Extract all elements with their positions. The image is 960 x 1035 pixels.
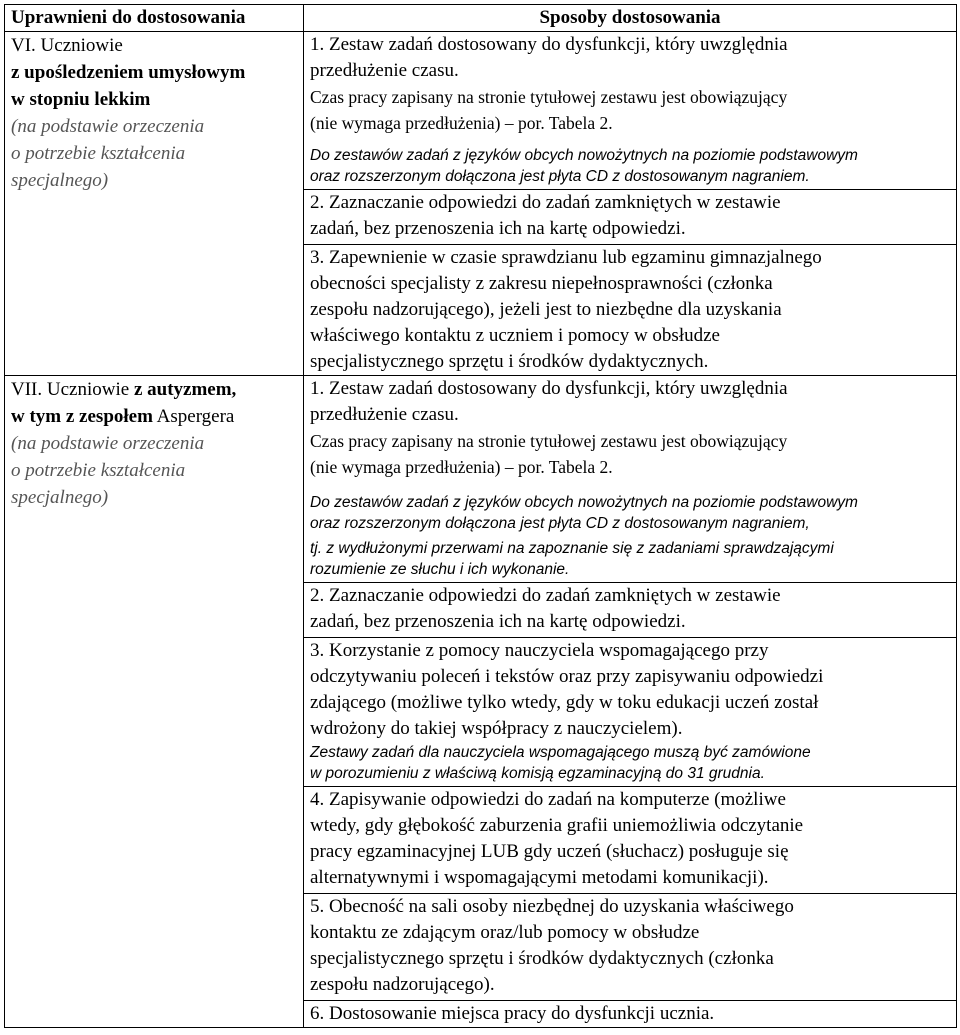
vii-item-6-line: 6. Dostosowanie miejsca pracy do dysfunkcji ucznia. [310, 1003, 715, 1024]
vi-item-1-note: oraz rozszerzonym dołączona jest płyta CD z dostosowanym nagraniem. [310, 168, 810, 185]
vii-item-2-line: zadań, bez przenoszenia ich na kartę odpowiedzi. [310, 611, 686, 632]
vi-item-1 [310, 32, 950, 187]
vii-item-1-note: tj. z wydłużonymi przerwami na zapoznanie się z zadaniami sprawdzającymi [310, 540, 834, 557]
group-vi-note-2: o potrzebie kształcenia [11, 143, 186, 164]
vii-item-1 [310, 376, 950, 580]
vii-item-3-note: w porozumieniu z właściwą komisją egzaminacyjną do 31 grudnia. [310, 765, 765, 782]
vi-item-1-line: przedłużenie czasu. [310, 60, 459, 81]
vii-item-5-line: 5. Obecność na sali osoby niezbędnej do uzyskania właściwego [310, 896, 794, 917]
group-vii-note-3: specjalnego) [11, 487, 109, 508]
vii-item-3-line: odczytywaniu poleceń i tekstów oraz przy zapisywaniu odpowiedzi [310, 666, 824, 687]
group-vii-title-pre: VII. Uczniowie [11, 379, 134, 400]
vii-item-2 [304, 582, 956, 635]
header-methods: Sposoby dostosowania [304, 5, 957, 32]
group-vi-row [5, 32, 957, 376]
vi-item-3-line: właściwego kontaktu z uczniem i pomocy w obsłudze [310, 325, 720, 346]
group-vii-note-2: o potrzebie kształcenia [11, 460, 186, 481]
vii-item-5-line: kontaktu ze zdającym oraz/lub pomocy w obsłudze [310, 922, 700, 943]
vii-item-5-line: specjalistycznego sprzętu i środków dydaktycznych (członka [310, 948, 774, 969]
vii-item-1-line: Czas pracy zapisany na stronie tytułowej zestawu jest obowiązujący [310, 431, 788, 451]
vii-item-4-line: pracy egzaminacyjnej LUB gdy uczeń (słuchacz) posługuje się [310, 841, 789, 862]
header-eligible: Uprawnieni do dostosowania [5, 5, 304, 32]
group-vii-title-1 [11, 376, 297, 403]
vi-item-1-note: Do zestawów zadań z języków obcych nowożytnych na poziomie podstawowym [310, 147, 858, 164]
vii-item-3-line: wdrożony do takiej współpracy z nauczycielem). [310, 718, 683, 739]
vii-item-1-line: (nie wymaga przedłużenia) – por. Tabela 2. [310, 457, 613, 477]
vi-item-3 [304, 244, 956, 375]
group-vi-note-3: specjalnego) [11, 170, 109, 191]
vii-item-3-line: 3. Korzystanie z pomocy nauczyciela wspomagającego przy [310, 640, 769, 661]
vi-item-3-line: specjalistycznego sprzętu i środków dydaktycznych. [310, 351, 709, 372]
group-vii-title-2-bold: w tym z zespołem [11, 406, 153, 427]
vi-item-2-line: 2. Zaznaczanie odpowiedzi do zadań zamkniętych w zestawie [310, 192, 781, 213]
vii-item-4-line: wtedy, gdy głębokość zaburzenia grafii uniemożliwia odczytanie [310, 815, 804, 836]
group-vii-title-2-rest: Aspergera [152, 406, 235, 427]
vii-item-2-line: 2. Zaznaczanie odpowiedzi do zadań zamkniętych w zestawie [310, 585, 781, 606]
vi-item-2-line: zadań, bez przenoszenia ich na kartę odpowiedzi. [310, 218, 686, 239]
group-vi-eligible [5, 32, 304, 376]
vii-item-1-line: przedłużenie czasu. [310, 404, 459, 425]
vii-item-5 [304, 893, 956, 998]
group-vi-title-3: w stopniu lekkim [11, 89, 151, 110]
vi-item-1-line: Czas pracy zapisany na stronie tytułowej zestawu jest obowiązujący [310, 87, 788, 107]
vii-item-6 [304, 1000, 956, 1027]
vii-item-1-note: Do zestawów zadań z języków obcych nowożytnych na poziomie podstawowym [310, 494, 858, 511]
adaptations-table [4, 4, 957, 1028]
vi-item-1-line: 1. Zestaw zadań dostosowany do dysfunkcji, który uwzględnia [310, 34, 788, 55]
group-vii-title-2 [11, 403, 297, 430]
vi-item-1-line: (nie wymaga przedłużenia) – por. Tabela 2. [310, 113, 613, 133]
group-vii-title-bold: z autyzmem, [133, 379, 237, 400]
group-vi-note-1: (na podstawie orzeczenia [11, 116, 205, 137]
group-vii-eligible [5, 376, 304, 1028]
group-vii-row [5, 376, 957, 1028]
group-vi-title-1: VI. Uczniowie [11, 35, 123, 56]
vi-item-2 [304, 189, 956, 242]
vii-item-3-note: Zestawy zadań dla nauczyciela wspomagającego muszą być zamówione [310, 744, 811, 761]
vi-item-3-line: obecności specjalisty z zakresu niepełnosprawności (członka [310, 273, 773, 294]
vii-item-4-line: alternatywnymi i wspomagającymi metodami komunikacji). [310, 867, 769, 888]
group-vi-methods [304, 32, 957, 376]
vii-item-4-line: 4. Zapisywanie odpowiedzi do zadań na komputerze (możliwe [310, 789, 786, 810]
header-row [5, 5, 957, 32]
vi-item-3-line: 3. Zapewnienie w czasie sprawdzianu lub egzaminu gimnazjalnego [310, 247, 822, 268]
group-vii-note-1: (na podstawie orzeczenia [11, 433, 205, 454]
group-vii-methods [304, 376, 957, 1028]
group-vi-title-2: z upośledzeniem umysłowym [11, 62, 246, 83]
vii-item-1-note: rozumienie ze słuchu i ich wykonanie. [310, 561, 570, 578]
vii-item-4 [304, 786, 956, 891]
vii-item-3 [304, 637, 956, 784]
vi-item-3-line: zespołu nadzorującego), jeżeli jest to niezbędne dla uzyskania [310, 299, 782, 320]
vii-item-3-line: zdającego (możliwe tylko wtedy, gdy w toku edukacji uczeń został [310, 692, 819, 713]
vii-item-5-line: zespołu nadzorującego). [310, 974, 495, 995]
vii-item-1-note: oraz rozszerzonym dołączona jest płyta CD z dostosowanym nagraniem, [310, 515, 810, 532]
vii-item-1-line: 1. Zestaw zadań dostosowany do dysfunkcji, który uwzględnia [310, 378, 788, 399]
